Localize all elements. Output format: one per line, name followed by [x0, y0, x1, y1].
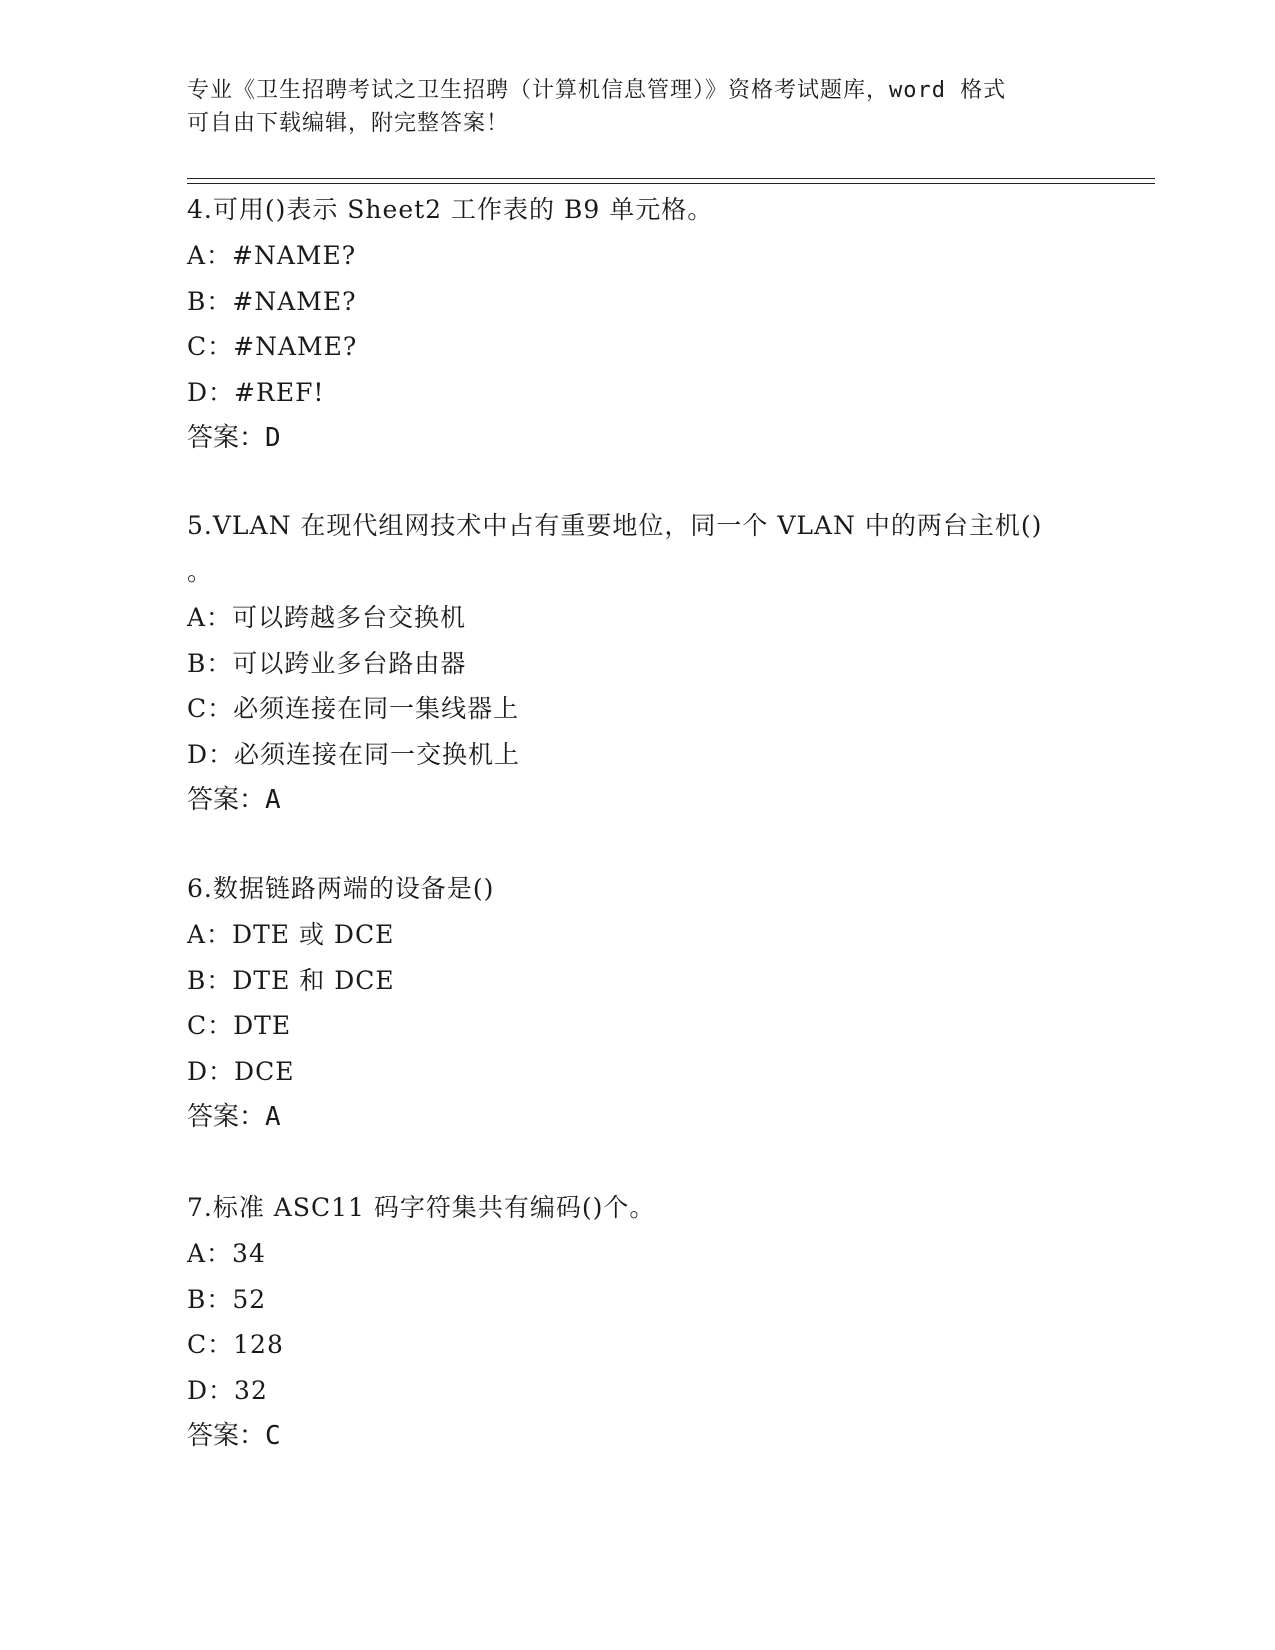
option-d: D：32: [187, 1375, 268, 1405]
option-d: D：#REF!: [187, 377, 325, 407]
option-c: C：必须连接在同一集线器上: [187, 694, 520, 723]
option-b: B：52: [187, 1284, 267, 1314]
option-a: A：可以跨越多台交换机: [187, 603, 467, 632]
option-a: A：#NAME?: [187, 241, 357, 270]
answer-line: 答案：A: [187, 785, 281, 815]
question-title: 7.标准 ASC11 码字符集共有编码()个。: [187, 1193, 656, 1222]
question-title: 6.数据链路两端的设备是(): [187, 874, 495, 903]
option-b: B：可以跨业多台路由器: [187, 648, 467, 678]
document-header: [187, 74, 1087, 140]
question-block: [187, 1185, 1087, 1459]
header-line-1: 专业《卫生招聘考试之卫生招聘（计算机信息管理）》资格考试题库，word 格式: [187, 78, 1007, 103]
answer-line: 答案：C: [187, 1421, 281, 1451]
option-a: A：34: [187, 1239, 266, 1268]
header-divider-bottom: [187, 183, 1155, 184]
option-c: C：#NAME?: [187, 332, 358, 361]
header-divider-top: [187, 178, 1155, 179]
option-b: B：#NAME?: [187, 286, 357, 316]
option-c: C：128: [187, 1330, 284, 1359]
question-block: [187, 503, 1087, 823]
question-title: 4.可用()表示 Sheet2 工作表的 B9 单元格。: [187, 195, 714, 224]
option-d: D：必须连接在同一交换机上: [187, 739, 521, 769]
option-d: D：DCE: [187, 1056, 295, 1086]
option-c: C：DTE: [187, 1011, 292, 1040]
option-a: A：DTE 或 DCE: [187, 920, 395, 949]
option-b: B：DTE 和 DCE: [187, 965, 395, 995]
answer-line: 答案：D: [187, 423, 281, 453]
question-block: [187, 187, 1087, 461]
question-title: 5.VLAN 在现代组网技术中占有重要地位，同一个 VLAN 中的两台主机(): [187, 511, 1043, 540]
header-line-2: 可自由下载编辑，附完整答案！: [187, 111, 510, 136]
question-block: [187, 866, 1087, 1140]
answer-line: 答案：A: [187, 1102, 281, 1132]
question-title-continuation: 。: [187, 557, 214, 586]
